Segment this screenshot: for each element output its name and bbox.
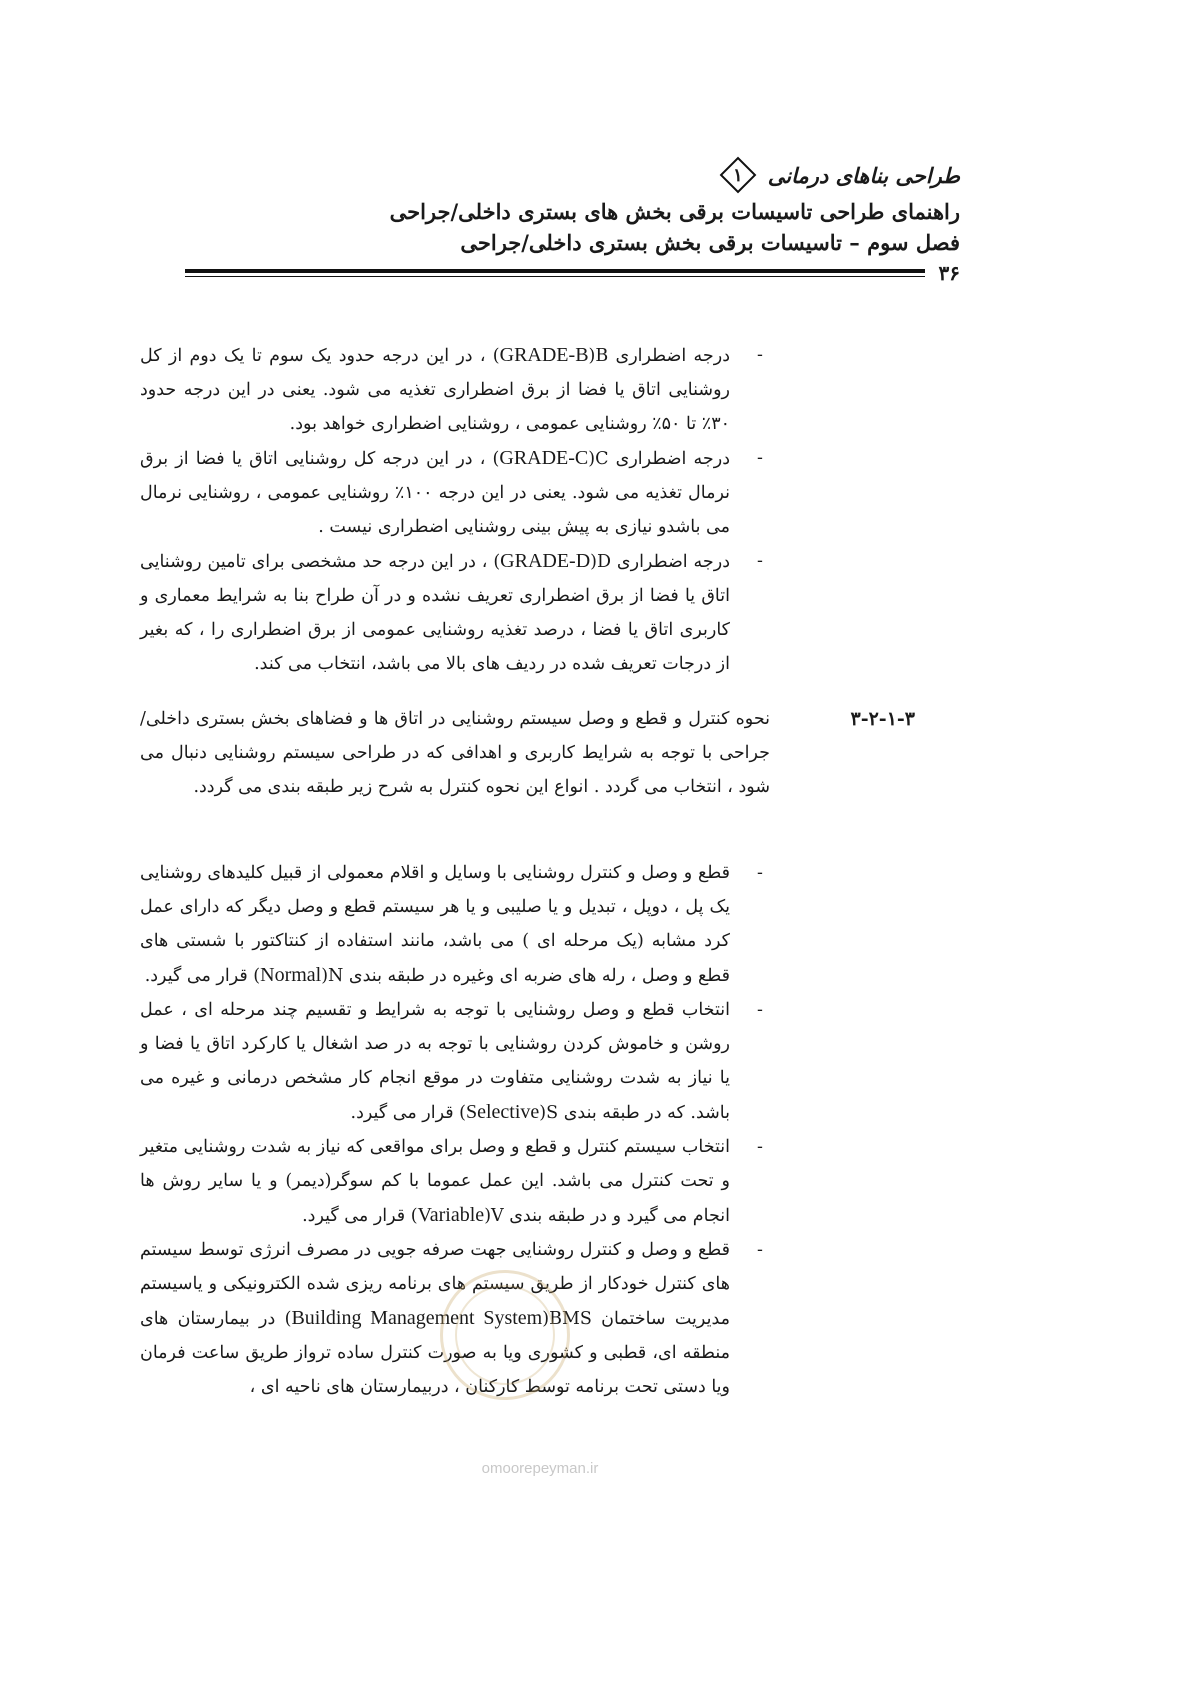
item-text: قطع و وصل و کنترل روشنایی جهت صرفه جویی در مصرف انرژی توسط سیستم های کنترل خودکار از طریق سیستم های برنامه ریزی شده الکترونیکی و یاسیستم مدیریت ساختمان BMS( (140, 1240, 731, 1329)
list-item (140, 856, 770, 993)
watermark-text: omoorepeyman.ir (481, 1460, 599, 1477)
item-text: درجه اضطراری B( (588, 346, 730, 366)
item-text: ) قرار می گیرد. (350, 1103, 466, 1123)
latin-term: GRADE-C (499, 447, 589, 469)
bullet-dash: - (757, 551, 763, 571)
latin-term: Variable (417, 1204, 485, 1226)
section-text: نحوه کنترل و قطع و وصل سیستم روشنایی در اتاق ها و فضاهای بخش بستری داخلی/جراحی با توجه به شرایط کاربری و اهدافی که در طراحی سیستم روشنایی دنبال می شود ، انتخاب می گردد . انواع این نحوه کنترل به شرح زیر طبقه بندی می گردد. (140, 709, 770, 797)
list-item (140, 544, 770, 681)
header-rule (185, 269, 925, 277)
latin-term: GRADE-D (500, 550, 591, 572)
list-item (140, 338, 770, 441)
latin-term: Selective (465, 1101, 540, 1123)
book-title: طراحی بناهای درمانی (767, 162, 960, 188)
page-number: ۳۶ (938, 261, 960, 285)
bullet-dash: - (757, 345, 763, 365)
list-item (140, 993, 770, 1130)
grades-list (140, 338, 770, 681)
book-title-row (185, 155, 960, 195)
item-text: ) قرار می گیرد. (144, 966, 261, 986)
item-text: ) ، در این درجه حد مشخصی برای تامین روشنایی اتاق یا فضا از برق اضطراری تعریف نشده و در آن طراح بنا به شرایط معماری و کاربری اتاق یا فضا ، درصد تغذیه روشنایی عمومی از برق اضطراری را ، که بغیر از درجات تعریف شده در ردیف های بالا می باشد، انتخاب می کند. (140, 552, 730, 674)
item-text: ) ، در این درجه کل روشنایی اتاق یا فضا از برق نرمال تغذیه می شود. یعنی در این درجه ۱۰۰٪ روشنایی عمومی ، روشنایی نرمال می باشدو نیازی به پیش بینی روشنایی اضطراری نیست . (140, 449, 730, 537)
item-text: درجه اضطراری C( (588, 449, 730, 469)
item-text: ) در بیمارستان های منطقه ای، قطبی و کشوری ویا به صورت کنترل ساده ترواز طریق ساعت فرمان ویا دستی تحت برنامه توسط کارکنان ، دربیمارستان های ناحیه ای ، (140, 1309, 730, 1397)
latin-term: Normal (260, 964, 322, 986)
bullet-dash: - (757, 1000, 763, 1020)
volume-number: ۱ (732, 164, 743, 186)
item-text: انتخاب سیستم کنترل و قطع و وصل برای مواقعی که نیاز به شدت روشنایی متغیر و تحت کنترل می باشد. این عمل عموما با کم سوگر(دیمر) و یا سایر روش ها انجام می گیرد و در طبقه بندی V( (140, 1137, 730, 1226)
bullet-dash: - (757, 448, 763, 468)
bullet-dash: - (757, 1240, 763, 1260)
header-rule-row (185, 261, 960, 285)
page-header (185, 155, 960, 285)
guide-title: راهنمای طراحی تاسیسات برقی بخش های بستری داخلی/جراحی (389, 199, 960, 224)
seal-watermark-inner (455, 1285, 555, 1385)
item-text: انتخاب قطع و وصل روشنایی با توجه به شرایط و تقسیم چند مرحله ای ، عمل روشن و خاموش کردن روشنایی با توجه به در صد اشغال یا کارکرد اتاق یا فضا و یا نیاز به شدت روشنایی متفاوت در موقع انجام کار مشخص درمانی و غیره می باشد. که در طبقه بندی S( (140, 1000, 730, 1123)
list-item (140, 1130, 770, 1233)
bullet-dash: - (757, 863, 763, 883)
bullet-dash: - (757, 1137, 763, 1157)
section-number: ۳-۲-۱-۳ (850, 708, 915, 730)
chapter-title: فصل سوم – تاسیسات برقی بخش بستری داخلی/جراحی (460, 230, 960, 255)
latin-term: Building Management System (291, 1307, 543, 1329)
volume-badge (718, 155, 758, 195)
item-text: قطع و وصل و کنترل روشنایی با وسایل و اقلام معمولی از قبیل کلیدهای روشنایی یک پل ، دوپل ، تبدیل و یا صلیبی و یا هر سیستم قطع و وصل دیگر که دارای عمل کرد مشابه (یک مرحله ای ) می باشد، مانند استفاده از کنتاکتور با شستی های قطع و وصل ، رله های ضربه ای وغیره در طبقه بندی N( (140, 863, 730, 986)
latin-term: GRADE-B (499, 344, 589, 366)
list-item (140, 441, 770, 544)
item-text: درجه اضطراری D( (590, 552, 730, 572)
item-text: ) قرار می گیرد. (302, 1206, 418, 1226)
item-text: ) ، در این درجه حدود یک سوم تا یک دوم از کل روشنایی اتاق یا فضا از برق اضطراری تغذیه می شود. یعنی در این درجه حدود ۳۰٪ تا ۵۰٪ روشنایی عمومی ، روشنایی اضطراری خواهد بود. (140, 346, 730, 434)
